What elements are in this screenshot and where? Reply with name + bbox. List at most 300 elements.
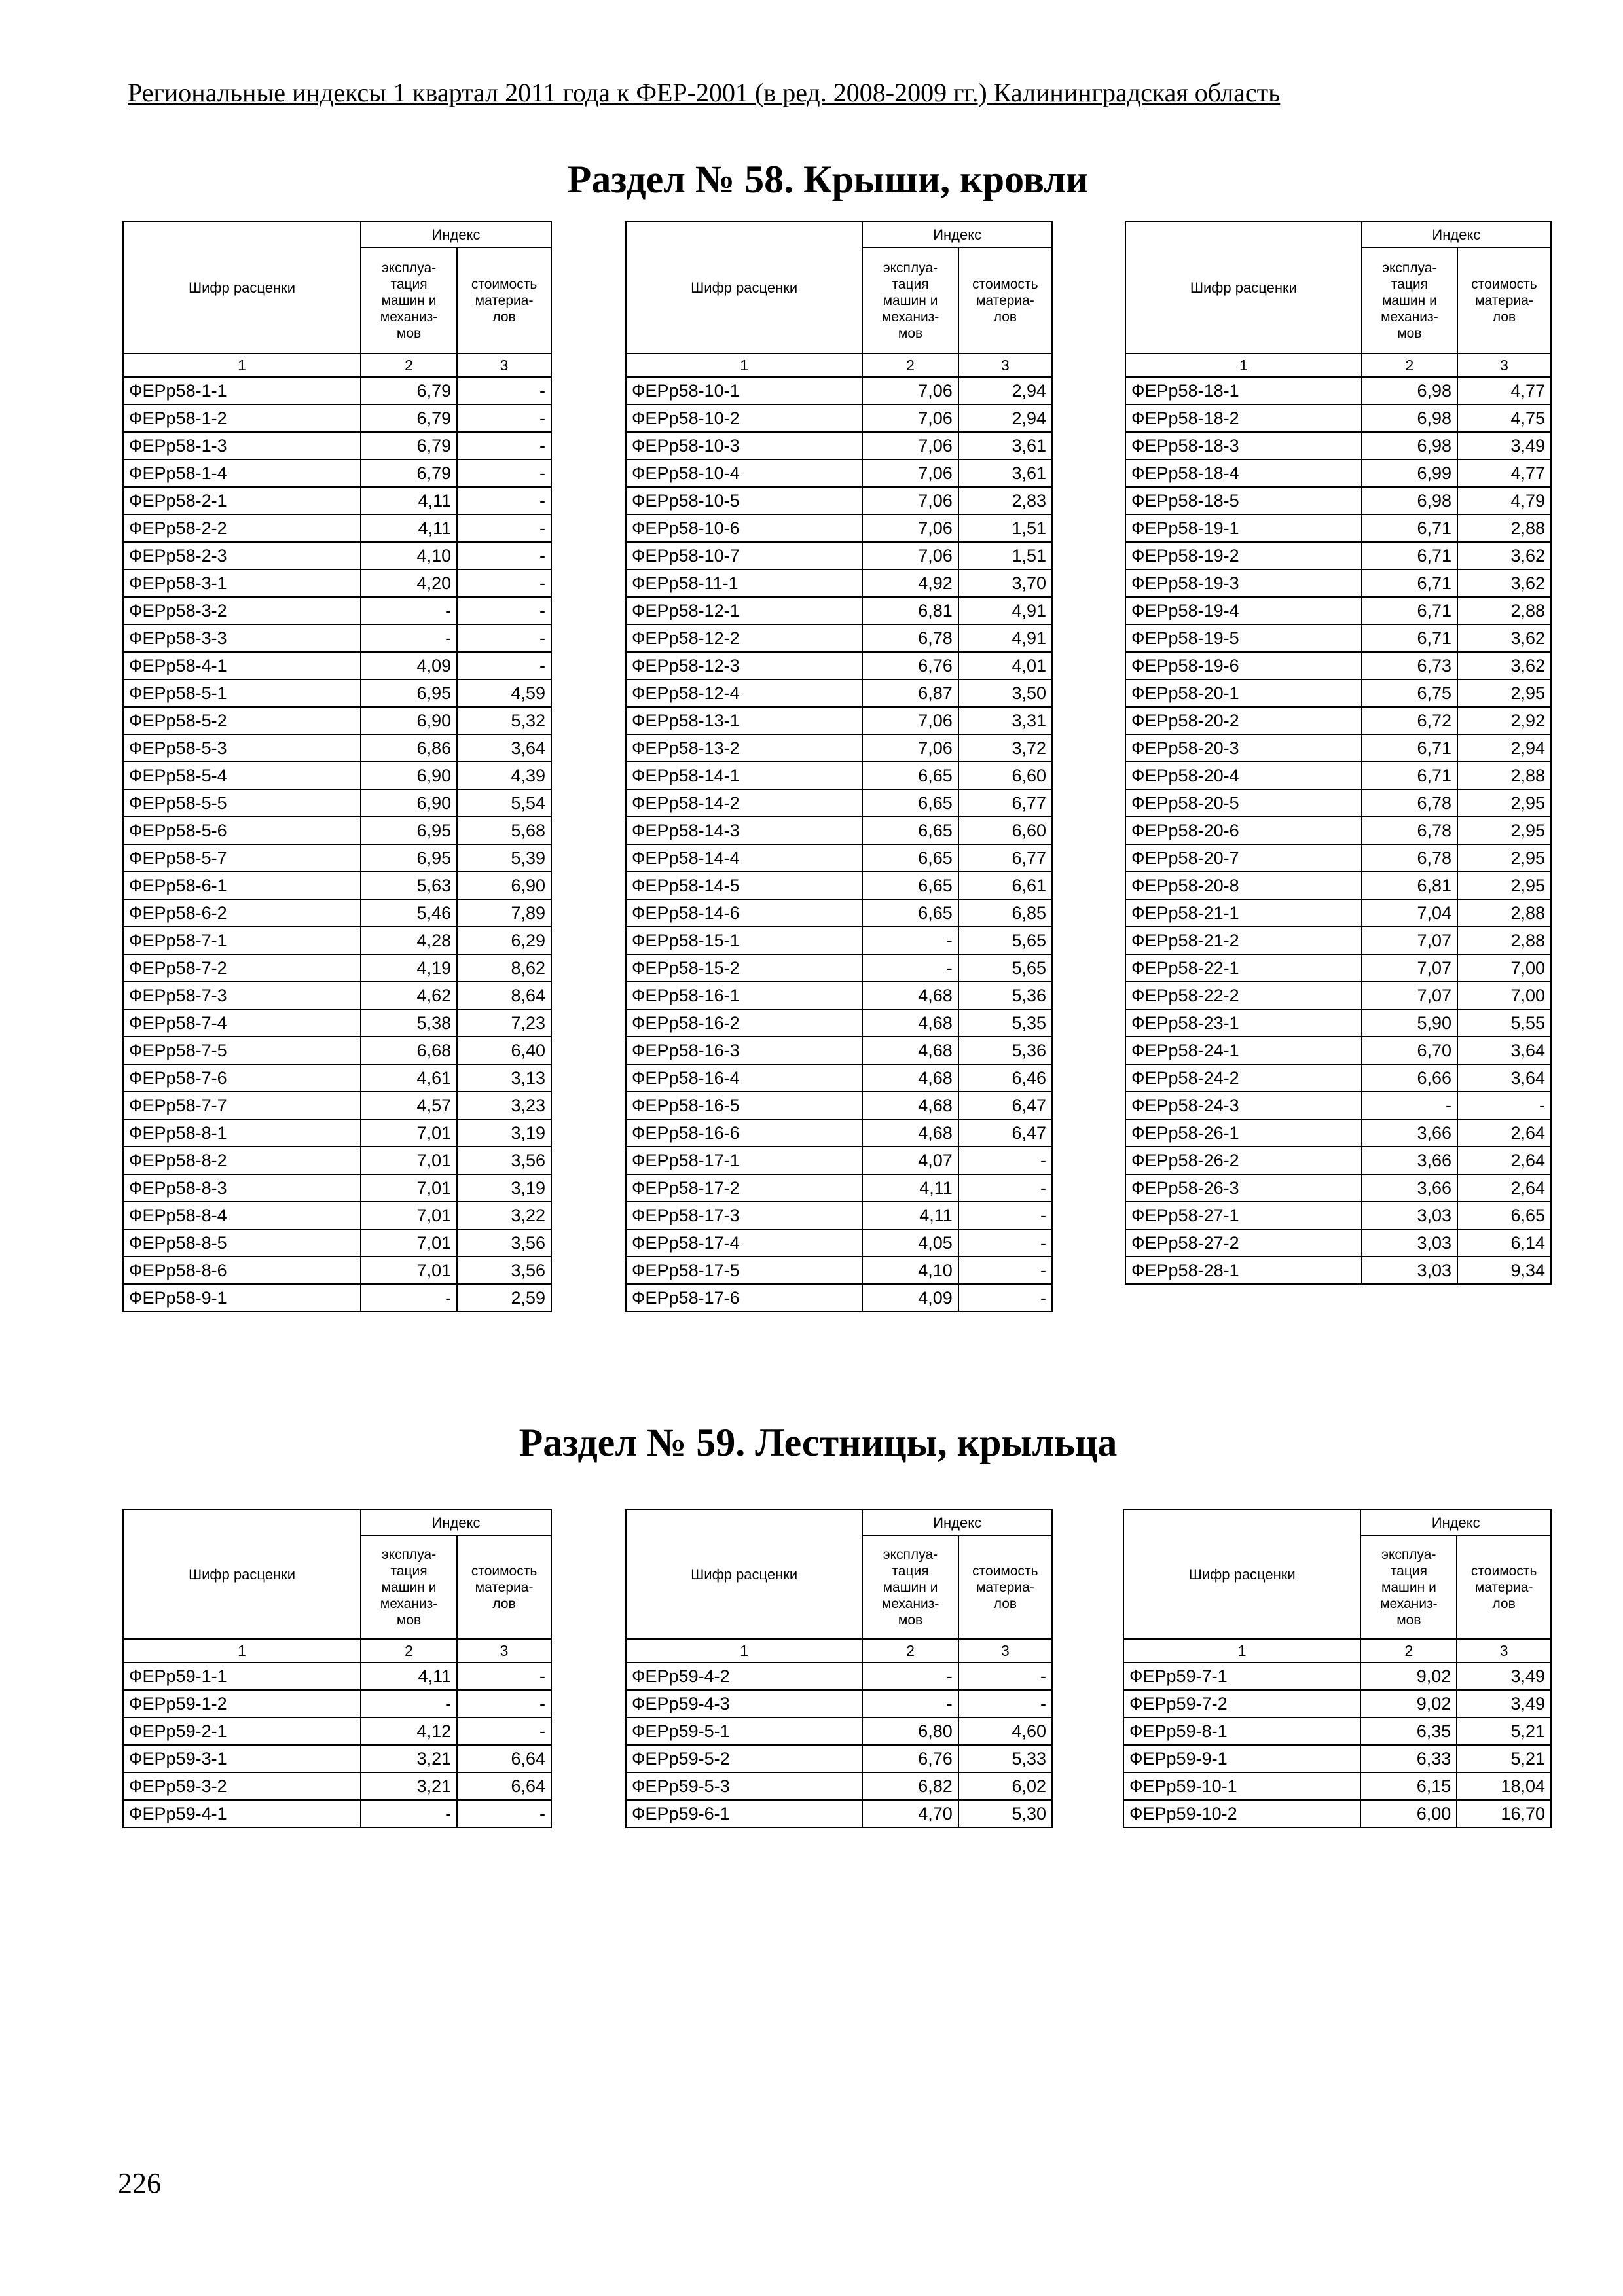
rate-code: ФЕРр59-6-1 [626,1800,862,1827]
machines-index: 6,65 [862,899,958,927]
rate-code: ФЕРр58-18-3 [1125,432,1362,459]
rate-code: ФЕРр58-23-1 [1125,1009,1362,1037]
rate-code: ФЕРр58-8-3 [123,1174,361,1202]
machines-index: 3,66 [1362,1119,1457,1147]
machines-index: 4,68 [862,1037,958,1064]
machines-index: 4,61 [361,1064,457,1092]
table-row [1125,404,1551,432]
materials-index: 6,47 [958,1119,1052,1147]
table-row [626,1009,1052,1037]
table-row [626,1257,1052,1284]
table-row [123,1229,551,1257]
rate-code: ФЕРр58-1-4 [123,459,361,487]
machines-index: 4,05 [862,1229,958,1257]
rate-code: ФЕРр58-1-2 [123,404,361,432]
materials-index: 3,62 [1457,624,1551,652]
machines-index: 7,06 [862,707,958,734]
machines-index: 7,01 [361,1119,457,1147]
table-row [1125,514,1551,542]
rate-code: ФЕРр58-5-5 [123,789,361,817]
table-row [626,1662,1052,1690]
rate-code: ФЕРр58-3-2 [123,597,361,624]
machines-index: 6,75 [1362,679,1457,707]
header-index: Индекс [361,1509,551,1535]
column-number: 3 [457,353,551,377]
materials-index: 2,95 [1457,817,1551,844]
machines-index: 4,20 [361,569,457,597]
header-code: Шифр расценки [626,1509,862,1639]
machines-index: - [862,954,958,982]
machines-index: 6,90 [361,707,457,734]
rate-code: ФЕРр58-28-1 [1125,1257,1362,1284]
machines-index: 7,01 [361,1229,457,1257]
machines-index: 6,78 [1362,789,1457,817]
table-row [123,1690,551,1717]
machines-index: 6,90 [361,789,457,817]
machines-index: 7,06 [862,487,958,514]
materials-index: - [457,514,551,542]
header-materials: стоимость материа- лов [457,1535,551,1639]
table-row [1125,1257,1551,1284]
table-row [123,377,551,404]
table-row [626,1119,1052,1147]
rate-code: ФЕРр58-10-1 [626,377,862,404]
column-number: 1 [1125,353,1362,377]
table-row [626,872,1052,899]
rate-code: ФЕРр58-15-1 [626,927,862,954]
machines-index: 6,98 [1362,404,1457,432]
table-row [123,1064,551,1092]
table-row [626,789,1052,817]
materials-index: 8,64 [457,982,551,1009]
table-row [1125,1202,1551,1229]
materials-index: 3,64 [1457,1064,1551,1092]
materials-index: 9,34 [1457,1257,1551,1284]
s59-table-1 [122,1509,552,1828]
rate-code: ФЕРр59-7-1 [1123,1662,1360,1690]
table-row [123,1119,551,1147]
rate-code: ФЕРр58-16-2 [626,1009,862,1037]
machines-index: 6,79 [361,377,457,404]
materials-index: 2,95 [1457,789,1551,817]
rate-code: ФЕРр58-22-1 [1125,954,1362,982]
rate-code: ФЕРр58-14-5 [626,872,862,899]
materials-index: 3,31 [958,707,1052,734]
machines-index: 6,71 [1362,762,1457,789]
materials-index: - [457,1662,551,1690]
machines-index: 7,07 [1362,954,1457,982]
rate-code: ФЕРр59-1-1 [123,1662,361,1690]
rate-code: ФЕРр59-5-3 [626,1772,862,1800]
table-row [1125,954,1551,982]
column-number: 3 [958,1639,1052,1662]
table-row [123,954,551,982]
materials-index: 4,39 [457,762,551,789]
machines-index: 4,10 [862,1257,958,1284]
materials-index: 6,47 [958,1092,1052,1119]
header-index: Индекс [361,221,551,247]
table-row [1125,597,1551,624]
rate-code: ФЕРр58-4-1 [123,652,361,679]
table-row [123,982,551,1009]
table-row [123,542,551,569]
machines-index: 4,92 [862,569,958,597]
rate-code: ФЕРр58-22-2 [1125,982,1362,1009]
table-row [626,1092,1052,1119]
rate-code: ФЕРр59-1-2 [123,1690,361,1717]
machines-index: 7,01 [361,1202,457,1229]
materials-index: 3,64 [1457,1037,1551,1064]
materials-index: 4,79 [1457,487,1551,514]
machines-index: 4,10 [361,542,457,569]
rate-code: ФЕРр58-12-3 [626,652,862,679]
materials-index: 2,64 [1457,1147,1551,1174]
materials-index: 3,49 [1457,432,1551,459]
rate-code: ФЕРр58-10-5 [626,487,862,514]
table-row [626,377,1052,404]
machines-index: 4,68 [862,1064,958,1092]
materials-index: 5,36 [958,982,1052,1009]
materials-index: 2,64 [1457,1174,1551,1202]
rate-code: ФЕРр59-10-1 [1123,1772,1360,1800]
header-machines: эксплуа- тация машин и механиз- мов [361,247,457,353]
table-row [123,872,551,899]
table-row [1125,432,1551,459]
materials-index: 3,19 [457,1119,551,1147]
machines-index: 6,95 [361,679,457,707]
materials-index: 4,77 [1457,377,1551,404]
rate-code: ФЕРр59-4-2 [626,1662,862,1690]
machines-index: 6,79 [361,404,457,432]
header-code: Шифр расценки [123,1509,361,1639]
materials-index: 5,21 [1457,1745,1551,1772]
table-row [1125,1174,1551,1202]
column-number: 2 [1362,353,1457,377]
materials-index: 3,23 [457,1092,551,1119]
table-row [626,844,1052,872]
materials-index: 6,85 [958,899,1052,927]
machines-index: 6,71 [1362,734,1457,762]
table-row [1123,1662,1551,1690]
materials-index: 2,94 [958,404,1052,432]
materials-index: 2,83 [958,487,1052,514]
materials-index: 3,56 [457,1229,551,1257]
materials-index: 3,64 [457,734,551,762]
machines-index: 6,71 [1362,624,1457,652]
materials-index: 5,32 [457,707,551,734]
table-row [123,734,551,762]
rate-code: ФЕРр58-17-1 [626,1147,862,1174]
table-row [626,404,1052,432]
rate-code: ФЕРр58-10-3 [626,432,862,459]
machines-index: 6,81 [862,597,958,624]
table-row [626,707,1052,734]
machines-index: 6,65 [862,817,958,844]
rate-code: ФЕРр58-20-5 [1125,789,1362,817]
table-row [626,624,1052,652]
column-number: 2 [361,353,457,377]
machines-index: - [361,1800,457,1827]
rate-code: ФЕРр58-14-6 [626,899,862,927]
page-number: 226 [118,2167,161,2199]
machines-index: 3,66 [1362,1147,1457,1174]
machines-index: 4,11 [361,487,457,514]
machines-index: 6,78 [1362,817,1457,844]
rate-code: ФЕРр58-19-3 [1125,569,1362,597]
materials-index: 4,01 [958,652,1052,679]
table-row [626,459,1052,487]
rate-code: ФЕРр58-20-7 [1125,844,1362,872]
rate-code: ФЕРр58-16-6 [626,1119,862,1147]
rate-code: ФЕРр59-3-1 [123,1745,361,1772]
header-index: Индекс [1362,221,1551,247]
table-row [1125,982,1551,1009]
machines-index: 6,76 [862,1745,958,1772]
rate-code: ФЕРр58-8-1 [123,1119,361,1147]
rate-code: ФЕРр58-20-3 [1125,734,1362,762]
machines-index: 7,06 [862,514,958,542]
header-materials: стоимость материа- лов [958,247,1052,353]
materials-index: 3,61 [958,459,1052,487]
rate-code: ФЕРр58-20-8 [1125,872,1362,899]
table-row [123,1662,551,1690]
rate-code: ФЕРр59-8-1 [1123,1717,1360,1745]
table-row [1125,652,1551,679]
table-row [1125,927,1551,954]
rate-code: ФЕРр58-6-1 [123,872,361,899]
materials-index: 2,88 [1457,927,1551,954]
machines-index: 6,98 [1362,432,1457,459]
machines-index: 6,86 [361,734,457,762]
rate-code: ФЕРр58-12-2 [626,624,862,652]
rate-code: ФЕРр58-19-1 [1125,514,1362,542]
s58-table-3 [1125,221,1552,1285]
table-row [1125,817,1551,844]
materials-index: - [457,569,551,597]
table-row [626,1174,1052,1202]
table-row [1125,844,1551,872]
machines-index: 9,02 [1360,1690,1457,1717]
column-number: 3 [457,1639,551,1662]
table-row [123,1745,551,1772]
materials-index: 6,77 [958,844,1052,872]
materials-index: 7,23 [457,1009,551,1037]
materials-index: 8,62 [457,954,551,982]
machines-index: 6,68 [361,1037,457,1064]
machines-index: - [361,1284,457,1312]
materials-index: 18,04 [1457,1772,1551,1800]
header-code: Шифр расценки [1125,221,1362,353]
column-number: 3 [1457,1639,1551,1662]
table-row [1125,762,1551,789]
table-row [626,679,1052,707]
table-row [626,1772,1052,1800]
rate-code: ФЕРр58-7-1 [123,927,361,954]
s58-table-2 [625,221,1053,1312]
table-row [626,569,1052,597]
table-row [626,1800,1052,1827]
table-row [626,1147,1052,1174]
machines-index: 6,90 [361,762,457,789]
materials-index: 1,51 [958,514,1052,542]
machines-index: 3,66 [1362,1174,1457,1202]
machines-index: 4,57 [361,1092,457,1119]
materials-index: 6,77 [958,789,1052,817]
materials-index: 4,91 [958,597,1052,624]
materials-index: 4,60 [958,1717,1052,1745]
s58-table-1 [122,221,552,1312]
table-row [123,707,551,734]
materials-index: 3,22 [457,1202,551,1229]
materials-index: - [457,404,551,432]
rate-code: ФЕРр58-7-3 [123,982,361,1009]
materials-index: - [958,1690,1052,1717]
table-row [123,927,551,954]
machines-index: 6,71 [1362,597,1457,624]
table-row [626,1202,1052,1229]
rate-code: ФЕРр59-3-2 [123,1772,361,1800]
header-code: Шифр расценки [626,221,862,353]
materials-index: 5,65 [958,954,1052,982]
rate-code: ФЕРр58-12-1 [626,597,862,624]
rate-code: ФЕРр58-6-2 [123,899,361,927]
machines-index: 4,68 [862,982,958,1009]
machines-index: 3,03 [1362,1229,1457,1257]
rate-code: ФЕРр58-27-2 [1125,1229,1362,1257]
rate-code: ФЕРр58-11-1 [626,569,862,597]
machines-index: - [361,597,457,624]
table-row [626,899,1052,927]
machines-index: 6,70 [1362,1037,1457,1064]
table-row [1123,1690,1551,1717]
materials-index: 6,64 [457,1745,551,1772]
table-row [1125,899,1551,927]
materials-index: - [457,459,551,487]
rate-code: ФЕРр59-4-3 [626,1690,862,1717]
machines-index: 5,90 [1362,1009,1457,1037]
table-row [123,817,551,844]
rate-code: ФЕРр58-14-3 [626,817,862,844]
column-number: 2 [862,353,958,377]
machines-index: 4,09 [361,652,457,679]
rate-code: ФЕРр59-10-2 [1123,1800,1360,1827]
rate-code: ФЕРр58-2-3 [123,542,361,569]
materials-index: 3,19 [457,1174,551,1202]
rate-code: ФЕРр58-18-2 [1125,404,1362,432]
materials-index: 3,13 [457,1064,551,1092]
machines-index: 4,12 [361,1717,457,1745]
machines-index: 6,99 [1362,459,1457,487]
header-code: Шифр расценки [123,221,361,353]
machines-index: 6,35 [1360,1717,1457,1745]
table-row [626,1690,1052,1717]
materials-index: 6,40 [457,1037,551,1064]
rate-code: ФЕРр58-5-1 [123,679,361,707]
materials-index: - [958,1284,1052,1312]
column-number: 1 [123,353,361,377]
materials-index: - [958,1202,1052,1229]
materials-index: - [958,1174,1052,1202]
machines-index: 7,06 [862,734,958,762]
rate-code: ФЕРр58-13-2 [626,734,862,762]
table-row [626,1229,1052,1257]
materials-index: 5,21 [1457,1717,1551,1745]
header-index: Индекс [862,221,1052,247]
machines-index: 4,11 [862,1174,958,1202]
table-row [123,1202,551,1229]
machines-index: 6,71 [1362,569,1457,597]
rate-code: ФЕРр58-10-2 [626,404,862,432]
s59-table-2 [625,1509,1053,1828]
table-row [1125,1119,1551,1147]
table-row [123,1257,551,1284]
machines-index: 6,82 [862,1772,958,1800]
rate-code: ФЕРр58-16-1 [626,982,862,1009]
machines-index: 6,71 [1362,514,1457,542]
machines-index: 6,76 [862,652,958,679]
rate-code: ФЕРр58-14-4 [626,844,862,872]
materials-index: 7,00 [1457,954,1551,982]
rate-code: ФЕРр58-16-4 [626,1064,862,1092]
machines-index: 6,00 [1360,1800,1457,1827]
table-row [1125,624,1551,652]
machines-index: - [361,1690,457,1717]
materials-index: 2,88 [1457,597,1551,624]
rate-code: ФЕРр58-27-1 [1125,1202,1362,1229]
materials-index: - [457,652,551,679]
machines-index: 5,63 [361,872,457,899]
rate-code: ФЕРр58-7-4 [123,1009,361,1037]
materials-index: 7,00 [1457,982,1551,1009]
rate-code: ФЕРр58-8-2 [123,1147,361,1174]
table-row [626,1717,1052,1745]
rate-code: ФЕРр58-10-6 [626,514,862,542]
rate-code: ФЕРр58-24-2 [1125,1064,1362,1092]
materials-index: 2,95 [1457,679,1551,707]
rate-code: ФЕРр58-8-6 [123,1257,361,1284]
table-row [1125,569,1551,597]
machines-index: 3,21 [361,1772,457,1800]
machines-index: 3,21 [361,1745,457,1772]
machines-index: 6,79 [361,459,457,487]
table-row [123,1174,551,1202]
machines-index: 6,66 [1362,1064,1457,1092]
materials-index: 3,49 [1457,1690,1551,1717]
rate-code: ФЕРр58-21-2 [1125,927,1362,954]
table-row [626,514,1052,542]
machines-index: 4,07 [862,1147,958,1174]
materials-index: 2,94 [958,377,1052,404]
machines-index: 6,15 [1360,1772,1457,1800]
table-row [1123,1800,1551,1827]
materials-index: 4,91 [958,624,1052,652]
rate-code: ФЕРр58-3-1 [123,569,361,597]
table-row [1125,679,1551,707]
materials-index: 7,89 [457,899,551,927]
machines-index: 4,28 [361,927,457,954]
table-row [1125,1229,1551,1257]
materials-index: 5,65 [958,927,1052,954]
materials-index: 6,61 [958,872,1052,899]
materials-index: - [457,432,551,459]
table-row [123,1037,551,1064]
materials-index: - [457,487,551,514]
rate-code: ФЕРр59-2-1 [123,1717,361,1745]
table-row [123,1800,551,1827]
machines-index: 7,06 [862,459,958,487]
rate-code: ФЕРр58-5-2 [123,707,361,734]
materials-index: 2,88 [1457,762,1551,789]
